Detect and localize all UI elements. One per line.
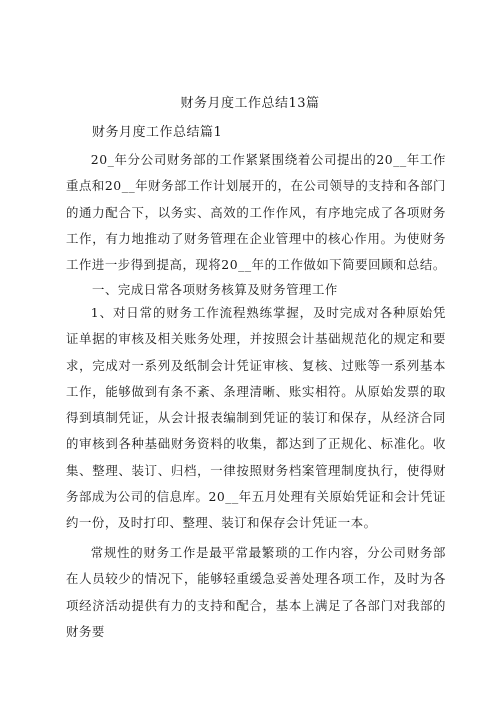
document-title: 财务月度工作总结13篇 [180, 96, 320, 111]
paragraph-routine-work: 常规性的财务工作是最平常最繁琐的工作内容，分公司财务部在人员较少的情况下，能够轻重缓急妥善处理各项工作，及时为各项经济活动提供有力的支持和配合，基本上满足了各部门对我部的财务要 [66, 545, 446, 639]
paragraph-daily-work: 1、对日常的财务工作流程熟练掌握，及时完成对各种原始凭证单据的审核及相关账务处理，并按照会计基础规范化的规定和要求，完成对一系列及纸制会计凭证审核、复核、过账等一系列基本工作，能够做到有条不紊、条理清晰、账实相符。从原始发票的取得到填制凭证，从会计报表编制到凭证的装订和保存，从经济合同的审核到各种基础财务资料的收集，都达到了正规化、标准化。收集、整理、装订、归档，一律按照财务档案管理制度执行，使得财务部成为公司的信息库。20__年五月处理有关原始凭证和会计凭证约一份，及时打印、整理、装订和保存会计凭证一本。 [66, 305, 446, 531]
document-subtitle: 财务月度工作总结篇1 [92, 125, 223, 140]
section-heading: 一、完成日常各项财务核算及财务管理工作 [92, 282, 338, 297]
paragraph-intro: 20_年分公司财务部的工作紧紧围绕着公司提出的20__年工作重点和20__年财务部工作计划展开的，在公司领导的支持和各部门的通力配合下，以务实、高效的工作作风，有序地完成了各项财务工作，有力地推动了财务管理在企业管理中的核心作用。为使财务工作进一步得到提高，现将20__年的工作做如下简要回顾和总结。 [66, 152, 446, 273]
